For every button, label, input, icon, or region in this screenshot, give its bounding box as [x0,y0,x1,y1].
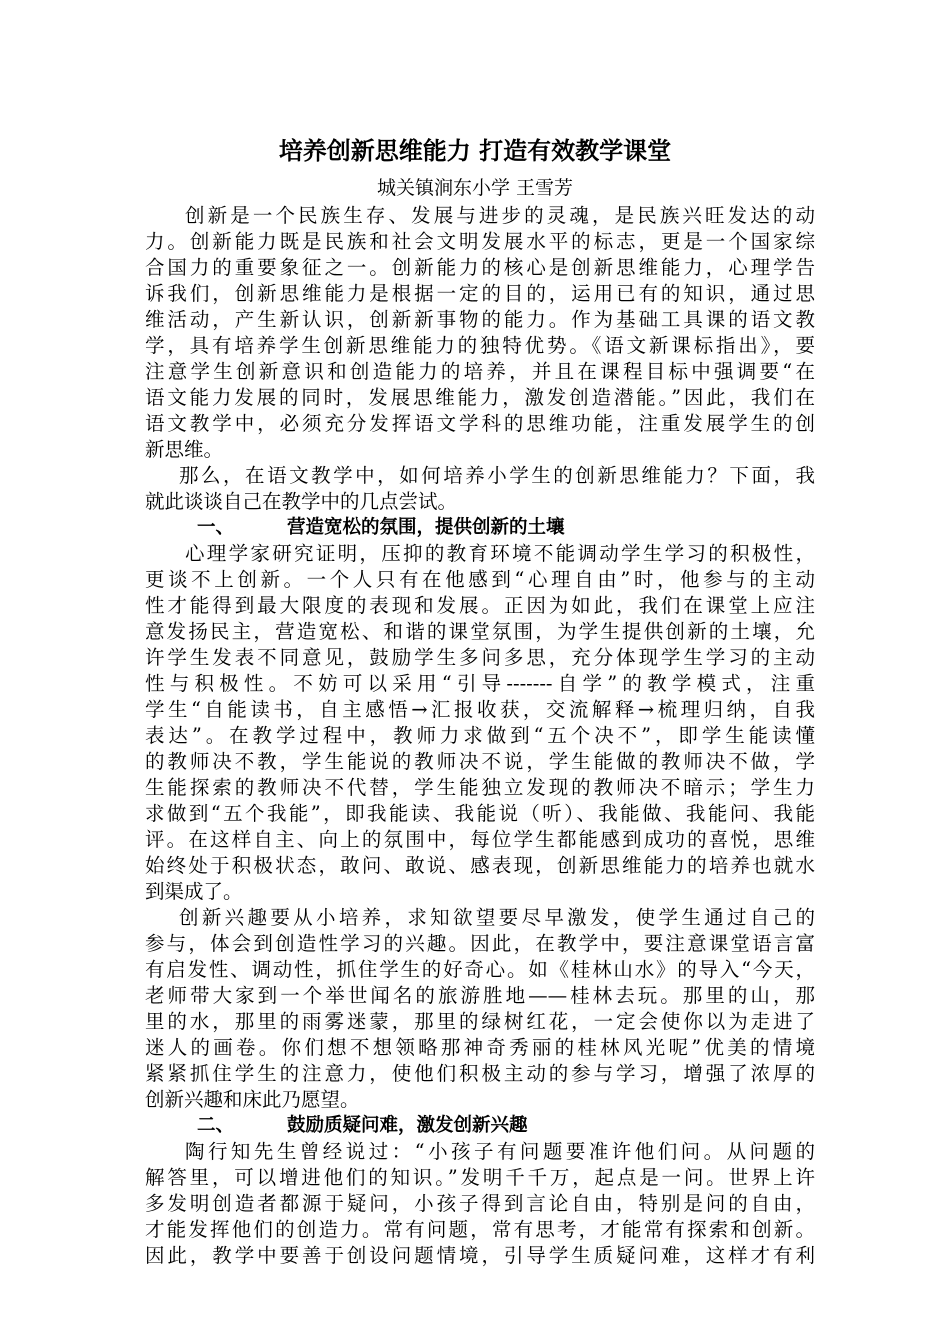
paragraph-line: 心理学家研究证明，压抑的教育环境不能调动学生学习的积极性， [185,542,815,565]
paragraph-line: 创新兴趣和床此乃愿望。 [145,1088,360,1111]
paragraph-line: 更谈不上创新。一个人只有在他感到“心理自由”时，他参与的主动 [145,568,815,591]
paragraph-line: 老师带大家到一个举世闻名的旅游胜地——桂林去玩。那里的山，那 [145,984,815,1007]
paragraph-line: 合国力的重要象征之一。创新能力的核心是创新思维能力，心理学告 [145,256,815,279]
paragraph-line: 学生“自能读书，自主感悟→汇报收获，交流解释→梳理归纳，自我 [145,698,815,721]
paragraph-line: 许学生发表不同意见，鼓励学生多问多思，充分体现学生学习的主动 [145,646,815,669]
paragraph-line: 那么，在语文教学中，如何培养小学生的创新思维能力？下面，我 [179,464,815,487]
paragraph-line: 陶行知先生曾经说过：“小孩子有问题要准许他们问。从问题的 [185,1140,815,1163]
paragraph-line: 的教师决不教，学生能说的教师决不说，学生能做的教师决不做，学 [145,750,815,773]
paragraph-line: 求做到“五个我能”，即我能读、我能说（听）、我能做、我能问、我能 [145,802,815,825]
section-heading-text: 营造宽松的氛围，提供创新的土壤 [287,517,565,538]
paragraph-line: 始终处于积极状态，敢问、敢说、感表现，创新思维能力的培养也就水 [145,854,815,877]
document-author: 城关镇涧东小学 王雪芳 [376,177,574,199]
paragraph-line: 就此谈谈自己在教学中的几点尝试。 [145,490,458,513]
paragraph-line: 生能探索的教师决不代替，学生能独立发现的教师决不暗示；学生力 [145,776,815,799]
section-heading [145,515,815,541]
paragraph-line: 里的水，那里的雨雾迷蒙，那里的绿树红花，一定会使你以为走进了 [145,1010,815,1033]
paragraph-line: 性与积极性。不妨可以采用“引导-------自学”的教学模式，注重 [145,672,815,695]
paragraph-line: 有启发性、调动性，抓住学生的好奇心。如《桂林山水》的导入“今天， [145,958,815,981]
section-number: 二、 [197,1115,235,1136]
paragraph-line: 注意学生创新意识和创造能力的培养，并且在课程目标中强调要“在 [145,360,815,383]
paragraph-line: 创新兴趣要从小培养，求知欲望要尽早激发，使学生通过自己的 [179,906,815,929]
paragraph-line: 因此，教学中要善于创设问题情境，引导学生质疑问难，这样才有利 [145,1244,815,1267]
paragraph-line: 才能发挥他们的创造力。常有问题，常有思考，才能常有探索和创新。 [145,1218,815,1241]
paragraph-line: 创新是一个民族生存、发展与进步的灵魂，是民族兴旺发达的动 [185,204,815,227]
paragraph-line: 解答里，可以增进他们的知识。”发明千千万，起点是一问。世界上许 [145,1166,815,1189]
paragraph-line: 表达”。在教学过程中，教师力求做到“五个决不”，即学生能读懂 [145,724,815,747]
paragraph-line: 学，具有培养学生创新思维能力的独特优势。《语文新课标指出》，要 [145,334,815,357]
paragraph-line: 力。创新能力既是民族和社会文明发展水平的标志，更是一个国家综 [145,230,815,253]
paragraph-line: 新思维。 [145,438,224,461]
document-title: 培养创新思维能力 打造有效教学课堂 [278,137,672,165]
paragraph-line: 迷人的画卷。你们想不想领略那神奇秀丽的桂林风光呢”优美的情境 [145,1036,815,1059]
paragraph-line: 到渠成了。 [145,880,243,903]
paragraph-line: 参与，体会到创造性学习的兴趣。因此，在教学中，要注意课堂语言富 [145,932,815,955]
paragraph-line: 维活动，产生新认识，创新新事物的能力。作为基础工具课的语文教 [145,308,815,331]
paragraph-line: 紧紧抓住学生的注意力，使他们积极主动的参与学习，增强了浓厚的 [145,1062,815,1085]
section-number: 一、 [197,517,235,538]
section-heading-text: 鼓励质疑问难，激发创新兴趣 [287,1115,528,1136]
paragraph-line: 性才能得到最大限度的表现和发展。正因为如此，我们在课堂上应注 [145,594,815,617]
paragraph-line: 语文教学中，必须充分发挥语文学科的思维功能，注重发展学生的创 [145,412,815,435]
document-body [145,203,815,1269]
section-heading [145,1113,815,1139]
paragraph-line: 多发明创造者都源于疑问，小孩子得到言论自由，特别是问的自由， [145,1192,815,1215]
paragraph-line: 意发扬民主，营造宽松、和谐的课堂氛围，为学生提供创新的土壤，允 [145,620,815,643]
paragraph-line: 评。在这样自主、向上的氛围中，每位学生都能感到成功的喜悦，思维 [145,828,815,851]
paragraph-line: 诉我们，创新思维能力是根据一定的目的，运用已有的知识，通过思 [145,282,815,305]
paragraph-line: 语文能力发展的同时，发展思维能力，激发创造潜能。”因此，我们在 [145,386,815,409]
